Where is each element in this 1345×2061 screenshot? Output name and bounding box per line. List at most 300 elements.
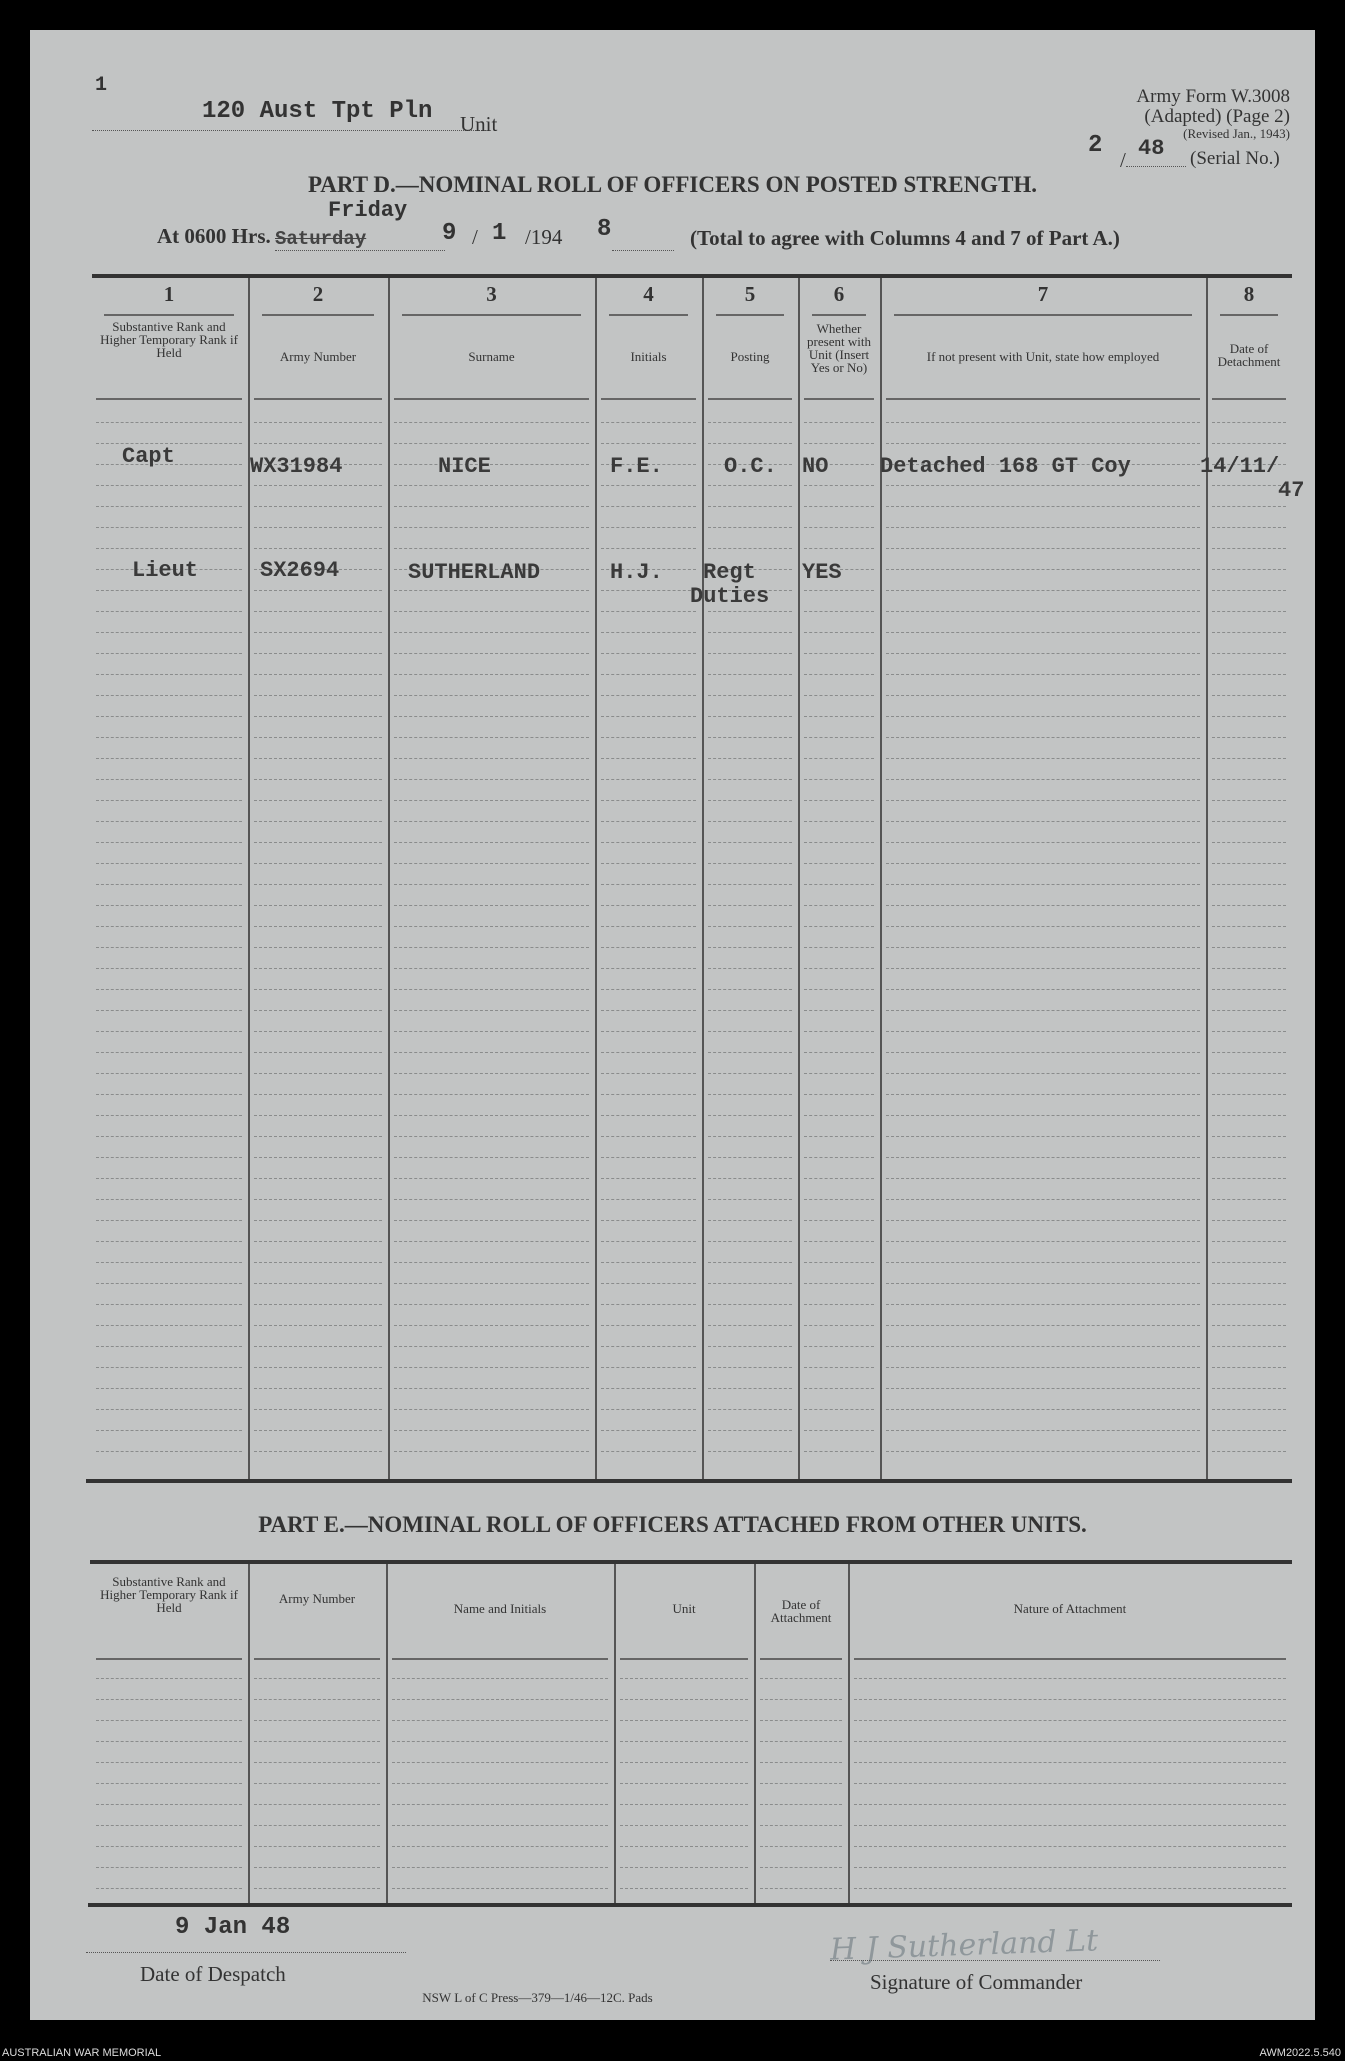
- part-e-ruled-line: [96, 1867, 242, 1868]
- part-d-ruled-line: [254, 1220, 382, 1221]
- part-d-ruled-line: [394, 821, 589, 822]
- part-d-ruled-line: [601, 1220, 696, 1221]
- part-e-col-6-header: Nature of Attachment: [1013, 1601, 1127, 1616]
- part-d-ruled-line: [96, 1262, 242, 1263]
- part-d-ruled-line: [886, 485, 1200, 486]
- part-d-ruled-line: [804, 1136, 874, 1137]
- part-e-ruled-line: [620, 1762, 748, 1763]
- part-d-ruled-line: [96, 989, 242, 990]
- part-e-column-divider: [386, 1564, 388, 1903]
- part-d-ruled-line: [601, 695, 696, 696]
- day-dotted-line: [275, 250, 445, 251]
- part-d-ruled-line: [1212, 1283, 1286, 1284]
- part-d-ruled-line: [601, 653, 696, 654]
- part-d-ruled-line: [1212, 1367, 1286, 1368]
- part-d-ruled-line: [1212, 1325, 1286, 1326]
- part-d-ruled-line: [708, 1178, 792, 1179]
- row2-posting: Regt: [703, 560, 756, 585]
- part-d-ruled-line: [1212, 1115, 1286, 1116]
- row1-initials: F.E.: [610, 454, 663, 479]
- part-e-ruled-line: [96, 1825, 242, 1826]
- part-d-ruled-line: [804, 1031, 874, 1032]
- part-d-col-1-header: Substantive Rank and Higher Temporary Rank if Held: [100, 319, 238, 360]
- part-e-ruled-line: [392, 1699, 608, 1700]
- part-d-col-1-number: 1: [163, 282, 175, 306]
- part-e-top-rule: [90, 1560, 1292, 1564]
- part-d-ruled-line: [394, 1388, 589, 1389]
- part-e-ruled-line: [620, 1699, 748, 1700]
- part-d-col-6-header: Whether present with Unit (Insert Yes or No): [807, 321, 871, 375]
- part-d-ruled-line: [601, 1283, 696, 1284]
- part-d-ruled-line: [254, 1094, 382, 1095]
- part-e-ruled-line: [620, 1741, 748, 1742]
- part-d-ruled-line: [708, 821, 792, 822]
- page-footer: [0, 2031, 1345, 2061]
- part-d-number-underline: [716, 314, 784, 316]
- part-d-ruled-line: [1212, 1241, 1286, 1242]
- part-d-ruled-line: [394, 1346, 589, 1347]
- part-d-ruled-line: [254, 842, 382, 843]
- part-d-ruled-line: [601, 1178, 696, 1179]
- part-e-ruled-line: [760, 1720, 842, 1721]
- part-e-ruled-line: [96, 1699, 242, 1700]
- part-d-col-5-header: Posting: [730, 349, 770, 364]
- part-d-ruled-line: [96, 422, 242, 423]
- part-d-ruled-line: [96, 1451, 242, 1452]
- part-d-ruled-line: [708, 1073, 792, 1074]
- part-d-ruled-line: [1212, 1073, 1286, 1074]
- part-e-ruled-line: [620, 1825, 748, 1826]
- part-d-ruled-line: [804, 800, 874, 801]
- part-d-ruled-line: [394, 1031, 589, 1032]
- part-d-ruled-line: [601, 968, 696, 969]
- part-d-ruled-line: [394, 926, 589, 927]
- part-d-ruled-line: [1212, 590, 1286, 591]
- part-d-ruled-line: [601, 779, 696, 780]
- part-d-ruled-line: [254, 989, 382, 990]
- part-d-ruled-line: [96, 800, 242, 801]
- part-e-ruled-line: [392, 1741, 608, 1742]
- part-d-ruled-line: [886, 1157, 1200, 1158]
- part-d-ruled-line: [96, 1199, 242, 1200]
- part-d-col-4-number: 4: [643, 282, 654, 306]
- part-d-ruled-line: [96, 1115, 242, 1116]
- part-d-ruled-line: [1212, 989, 1286, 990]
- part-d-ruled-line: [394, 884, 589, 885]
- part-d-ruled-line: [96, 1304, 242, 1305]
- part-d-col-2-header: Army Number: [279, 349, 357, 364]
- part-d-ruled-line: [804, 884, 874, 885]
- part-e-ruled-line: [620, 1867, 748, 1868]
- part-d-ruled-line: [708, 989, 792, 990]
- part-e-ruled-line: [254, 1846, 380, 1847]
- part-d-ruled-line: [601, 737, 696, 738]
- part-d-ruled-line: [804, 1304, 874, 1305]
- part-e-ruled-line: [392, 1867, 608, 1868]
- part-d-col-8-number: 8: [1243, 282, 1255, 306]
- part-d-ruled-line: [886, 1388, 1200, 1389]
- part-e-ruled-line: [620, 1720, 748, 1721]
- date-month: 1: [492, 220, 507, 247]
- part-d-ruled-line: [804, 653, 874, 654]
- part-d-ruled-line: [886, 1367, 1200, 1368]
- serial-dotted-line: [1126, 166, 1186, 167]
- part-d-ruled-line: [804, 611, 874, 612]
- unit-label: Unit: [460, 112, 498, 136]
- part-d-ruled-line: [96, 1241, 242, 1242]
- part-d-ruled-line: [254, 1073, 382, 1074]
- part-d-ruled-line: [804, 1430, 874, 1431]
- part-d-ruled-line: [804, 443, 874, 444]
- part-d-ruled-line: [254, 926, 382, 927]
- part-d-ruled-line: [254, 1283, 382, 1284]
- part-e-ruled-line: [392, 1804, 608, 1805]
- row1-rank: Capt: [122, 444, 175, 469]
- part-d-number-underline: [609, 314, 688, 316]
- part-d-ruled-line: [96, 821, 242, 822]
- part-d-ruled-line: [804, 905, 874, 906]
- day-struck: Saturday: [275, 228, 367, 250]
- part-e-ruled-line: [254, 1678, 380, 1679]
- part-e-ruled-line: [854, 1762, 1286, 1763]
- part-d-ruled-line: [254, 632, 382, 633]
- printer-imprint: NSW L of C Press—379—1/46—12C. Pads: [422, 1990, 653, 2005]
- footer-left: AUSTRALIAN WAR MEMORIAL: [2, 2047, 162, 2059]
- part-e-header-underline: [96, 1658, 242, 1660]
- part-d-ruled-line: [708, 1157, 792, 1158]
- part-d-header-underline: [394, 398, 589, 400]
- part-e-ruled-line: [96, 1762, 242, 1763]
- part-d-ruled-line: [1212, 548, 1286, 549]
- part-d-ruled-line: [886, 1052, 1200, 1053]
- part-e-ruled-line: [96, 1741, 242, 1742]
- part-d-col-6-number: 6: [833, 282, 845, 306]
- part-e-ruled-line: [392, 1846, 608, 1847]
- part-d-ruled-line: [708, 1262, 792, 1263]
- row2-present: YES: [802, 560, 842, 585]
- part-d-ruled-line: [601, 716, 696, 717]
- row1-employed: Detached 168 GT Coy: [880, 454, 1131, 479]
- part-d-ruled-line: [254, 1451, 382, 1452]
- part-d-ruled-line: [886, 863, 1200, 864]
- part-d-ruled-line: [886, 1094, 1200, 1095]
- part-d-ruled-line: [254, 1157, 382, 1158]
- part-e-ruled-line: [854, 1888, 1286, 1889]
- part-d-ruled-line: [394, 1451, 589, 1452]
- part-d-ruled-line: [254, 674, 382, 675]
- part-d-ruled-line: [254, 737, 382, 738]
- part-d-ruled-line: [96, 1136, 242, 1137]
- part-d-ruled-line: [886, 590, 1200, 591]
- part-d-ruled-line: [254, 485, 382, 486]
- part-d-ruled-line: [804, 506, 874, 507]
- part-d-ruled-line: [394, 1262, 589, 1263]
- part-d-ruled-line: [254, 422, 382, 423]
- part-d-ruled-line: [254, 548, 382, 549]
- part-e-ruled-line: [854, 1720, 1286, 1721]
- part-d-ruled-line: [601, 485, 696, 486]
- part-d-ruled-line: [708, 863, 792, 864]
- part-d-ruled-line: [886, 1136, 1200, 1137]
- part-d-ruled-line: [886, 1220, 1200, 1221]
- part-d-ruled-line: [254, 968, 382, 969]
- part-e-ruled-line: [760, 1888, 842, 1889]
- part-d-ruled-line: [96, 611, 242, 612]
- part-d-ruled-line: [394, 653, 589, 654]
- part-d-ruled-line: [96, 842, 242, 843]
- row1-present: NO: [802, 454, 829, 479]
- part-d-ruled-line: [394, 1115, 589, 1116]
- part-d-ruled-line: [708, 632, 792, 633]
- serial-year: 48: [1138, 136, 1165, 161]
- part-d-ruled-line: [1212, 1304, 1286, 1305]
- part-d-ruled-line: [708, 1052, 792, 1053]
- part-d-ruled-line: [96, 1157, 242, 1158]
- part-d-ruled-line: [394, 947, 589, 948]
- part-d-ruled-line: [394, 1094, 589, 1095]
- part-d-ruled-line: [804, 1115, 874, 1116]
- part-d-ruled-line: [804, 1283, 874, 1284]
- part-e-ruled-line: [254, 1825, 380, 1826]
- part-e-ruled-line: [254, 1888, 380, 1889]
- part-d-header-underline: [254, 398, 382, 400]
- part-e-ruled-line: [760, 1699, 842, 1700]
- part-d-number-underline: [104, 314, 234, 316]
- part-d-ruled-line: [708, 779, 792, 780]
- part-d-ruled-line: [601, 1325, 696, 1326]
- part-d-ruled-line: [1212, 485, 1286, 486]
- part-d-ruled-line: [601, 422, 696, 423]
- footer-right: AWM2022.5.540: [1259, 2047, 1341, 2059]
- part-d-ruled-line: [394, 1304, 589, 1305]
- part-d-ruled-line: [254, 779, 382, 780]
- part-d-ruled-line: [601, 674, 696, 675]
- part-d-ruled-line: [601, 947, 696, 948]
- part-d-ruled-line: [601, 905, 696, 906]
- part-d-ruled-line: [886, 968, 1200, 969]
- part-d-ruled-line: [96, 1346, 242, 1347]
- part-e-ruled-line: [760, 1846, 842, 1847]
- part-d-col-7-header: If not present with Unit, state how employed: [926, 349, 1160, 364]
- part-d-ruled-line: [708, 674, 792, 675]
- part-d-ruled-line: [708, 1367, 792, 1368]
- part-d-ruled-line: [394, 548, 589, 549]
- part-d-ruled-line: [394, 863, 589, 864]
- part-d-ruled-line: [96, 905, 242, 906]
- signature-label: Signature of Commander: [870, 1970, 1083, 1994]
- part-d-ruled-line: [254, 947, 382, 948]
- part-d-ruled-line: [804, 485, 874, 486]
- part-d-ruled-line: [804, 737, 874, 738]
- part-d-ruled-line: [254, 821, 382, 822]
- part-e-ruled-line: [392, 1720, 608, 1721]
- part-d-ruled-line: [708, 1325, 792, 1326]
- part-d-ruled-line: [1212, 1220, 1286, 1221]
- part-d-number-underline: [812, 314, 866, 316]
- part-d-ruled-line: [1212, 1031, 1286, 1032]
- part-d-ruled-line: [708, 1094, 792, 1095]
- part-d-ruled-line: [254, 800, 382, 801]
- part-d-ruled-line: [601, 1136, 696, 1137]
- part-d-column-divider: [388, 278, 390, 1479]
- part-d-ruled-line: [96, 716, 242, 717]
- part-e-ruled-line: [96, 1888, 242, 1889]
- part-d-ruled-line: [886, 1430, 1200, 1431]
- part-d-ruled-line: [601, 1052, 696, 1053]
- part-d-ruled-line: [1212, 1409, 1286, 1410]
- part-d-ruled-line: [394, 842, 589, 843]
- row1-posting: O.C.: [724, 454, 777, 479]
- part-d-ruled-line: [96, 1283, 242, 1284]
- part-d-ruled-line: [394, 485, 589, 486]
- part-d-ruled-line: [886, 905, 1200, 906]
- part-d-ruled-line: [96, 548, 242, 549]
- part-e-ruled-line: [620, 1888, 748, 1889]
- part-d-ruled-line: [708, 1220, 792, 1221]
- part-d-ruled-line: [1212, 1199, 1286, 1200]
- part-d-ruled-line: [601, 1451, 696, 1452]
- part-d-ruled-line: [886, 947, 1200, 948]
- part-e-ruled-line: [854, 1825, 1286, 1826]
- year-prefix: /194: [525, 225, 563, 249]
- part-d-ruled-line: [708, 611, 792, 612]
- part-e-ruled-line: [854, 1867, 1286, 1868]
- part-e-header-underline: [760, 1658, 842, 1660]
- part-d-ruled-line: [254, 1052, 382, 1053]
- part-d-ruled-line: [886, 1262, 1200, 1263]
- part-d-ruled-line: [394, 1325, 589, 1326]
- part-d-ruled-line: [601, 884, 696, 885]
- part-d-ruled-line: [1212, 842, 1286, 843]
- part-d-ruled-line: [394, 1241, 589, 1242]
- part-d-ruled-line: [804, 1241, 874, 1242]
- part-e-col-1-header: Substantive Rank and Higher Temporary Rank if Held: [100, 1574, 238, 1615]
- year-suffix: 8: [597, 216, 612, 243]
- part-d-ruled-line: [1212, 1157, 1286, 1158]
- part-d-ruled-line: [601, 1409, 696, 1410]
- part-d-ruled-line: [254, 716, 382, 717]
- part-d-ruled-line: [804, 926, 874, 927]
- part-d-ruled-line: [394, 758, 589, 759]
- part-d-ruled-line: [708, 1031, 792, 1032]
- part-d-ruled-line: [1212, 611, 1286, 612]
- part-d-ruled-line: [601, 443, 696, 444]
- part-d-ruled-line: [886, 1241, 1200, 1242]
- part-e-ruled-line: [96, 1720, 242, 1721]
- part-d-ruled-line: [96, 779, 242, 780]
- part-d-ruled-line: [708, 1010, 792, 1011]
- part-d-ruled-line: [601, 1304, 696, 1305]
- part-d-ruled-line: [804, 527, 874, 528]
- part-d-ruled-line: [886, 695, 1200, 696]
- row2-rank: Lieut: [132, 558, 199, 583]
- part-d-ruled-line: [804, 1367, 874, 1368]
- part-d-ruled-line: [1212, 695, 1286, 696]
- part-d-ruled-line: [394, 632, 589, 633]
- part-d-ruled-line: [394, 695, 589, 696]
- part-d-ruled-line: [601, 1115, 696, 1116]
- part-d-ruled-line: [394, 905, 589, 906]
- part-d-ruled-line: [886, 842, 1200, 843]
- part-e-ruled-line: [96, 1783, 242, 1784]
- part-e-ruled-line: [254, 1783, 380, 1784]
- part-d-ruled-line: [254, 884, 382, 885]
- part-e-ruled-line: [620, 1804, 748, 1805]
- part-d-ruled-line: [1212, 947, 1286, 948]
- part-e-col-3-header: Name and Initials: [453, 1601, 547, 1616]
- part-d-ruled-line: [254, 443, 382, 444]
- part-d-ruled-line: [601, 527, 696, 528]
- corner-mark: 1: [95, 74, 108, 97]
- part-d-ruled-line: [886, 1115, 1200, 1116]
- part-d-ruled-line: [1212, 800, 1286, 801]
- part-d-ruled-line: [708, 1430, 792, 1431]
- part-d-ruled-line: [1212, 506, 1286, 507]
- part-d-ruled-line: [254, 1367, 382, 1368]
- part-d-ruled-line: [1212, 1052, 1286, 1053]
- part-d-column-divider: [702, 278, 704, 1479]
- part-e-header-underline: [254, 1658, 380, 1660]
- part-d-ruled-line: [394, 779, 589, 780]
- part-d-ruled-line: [394, 968, 589, 969]
- part-d-ruled-line: [1212, 926, 1286, 927]
- part-d-header-underline: [886, 398, 1200, 400]
- part-d-ruled-line: [708, 716, 792, 717]
- part-d-ruled-line: [1212, 632, 1286, 633]
- part-e-ruled-line: [392, 1825, 608, 1826]
- part-d-ruled-line: [1212, 905, 1286, 906]
- part-d-ruled-line: [254, 1388, 382, 1389]
- part-d-ruled-line: [804, 1346, 874, 1347]
- part-d-ruled-line: [254, 695, 382, 696]
- part-d-ruled-line: [254, 611, 382, 612]
- despatch-dotted-line: [86, 1952, 406, 1953]
- part-d-ruled-line: [708, 926, 792, 927]
- part-e-ruled-line: [392, 1888, 608, 1889]
- part-d-header-underline: [601, 398, 696, 400]
- part-d-ruled-line: [254, 1010, 382, 1011]
- part-d-ruled-line: [708, 905, 792, 906]
- part-d-ruled-line: [886, 422, 1200, 423]
- part-e-ruled-line: [760, 1804, 842, 1805]
- part-d-col-4-header: Initials: [630, 349, 667, 364]
- part-d-bottom-rule: [86, 1479, 1292, 1483]
- part-d-ruled-line: [96, 1220, 242, 1221]
- part-d-ruled-line: [96, 947, 242, 948]
- part-d-ruled-line: [886, 737, 1200, 738]
- part-d-ruled-line: [804, 422, 874, 423]
- part-d-col-3-number: 3: [486, 282, 497, 306]
- part-d-col-5-number: 5: [744, 282, 756, 306]
- part-e-column-divider: [614, 1564, 616, 1903]
- part-d-ruled-line: [708, 1115, 792, 1116]
- part-d-ruled-line: [886, 569, 1200, 570]
- part-d-ruled-line: [254, 1178, 382, 1179]
- form-adapted: (Adapted) (Page 2): [1144, 106, 1290, 127]
- part-d-ruled-line: [708, 842, 792, 843]
- part-e-ruled-line: [760, 1825, 842, 1826]
- row1-army-number: WX31984: [250, 454, 343, 479]
- part-d-ruled-line: [708, 485, 792, 486]
- part-d-ruled-line: [804, 1409, 874, 1410]
- part-d-ruled-line: [804, 821, 874, 822]
- serial-label: (Serial No.): [1190, 148, 1280, 169]
- part-d-ruled-line: [96, 1073, 242, 1074]
- part-d-ruled-line: [394, 1367, 589, 1368]
- part-d-ruled-line: [96, 1367, 242, 1368]
- part-d-ruled-line: [96, 1052, 242, 1053]
- part-d-ruled-line: [96, 1094, 242, 1095]
